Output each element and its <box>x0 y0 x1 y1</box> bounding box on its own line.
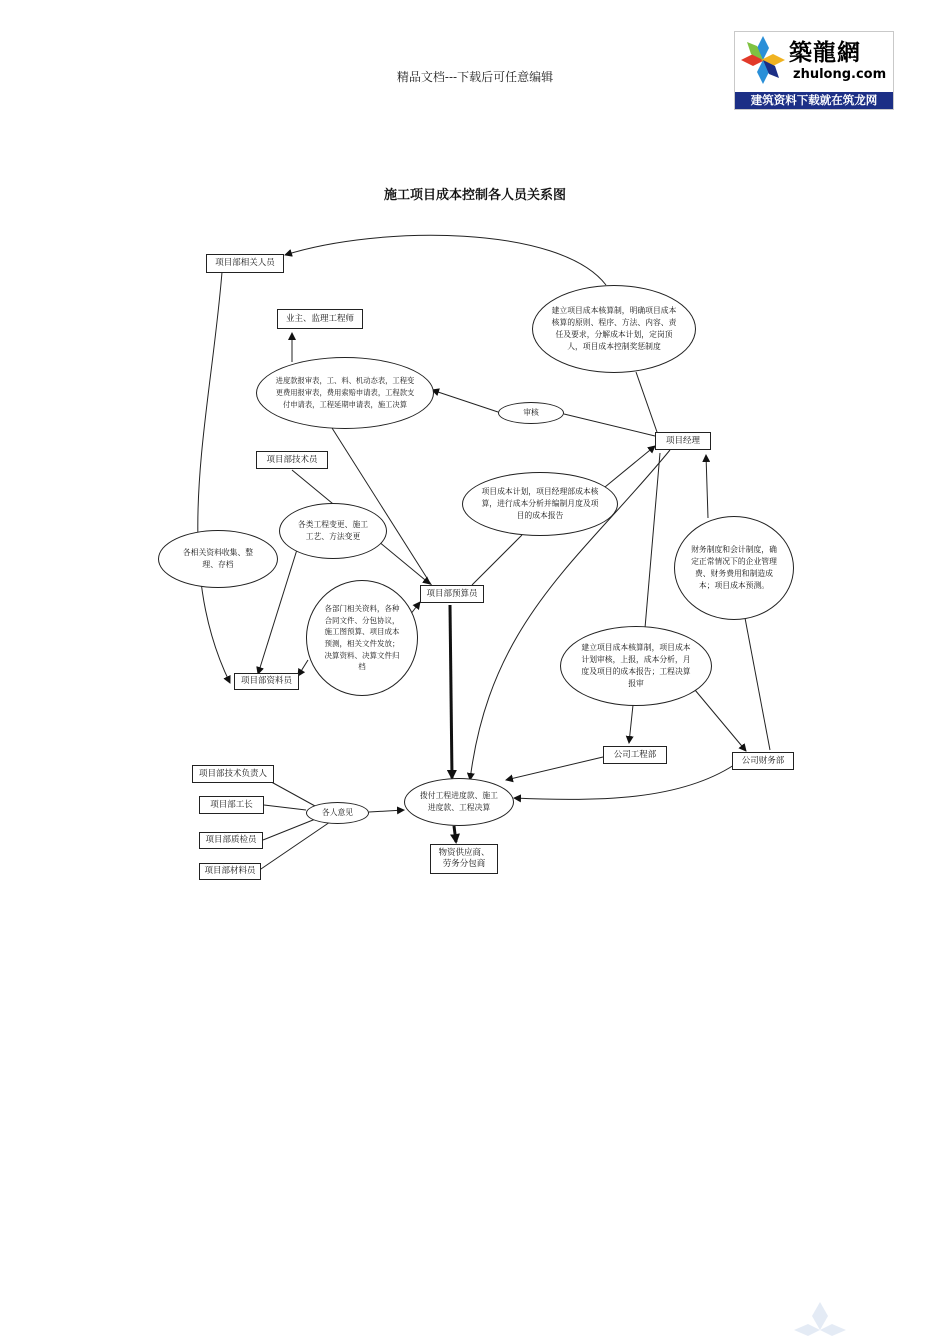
ellipse-payment-text: 拨付工程进度款、施工进度款、工程决算 <box>420 790 498 812</box>
box-foreman: 项目部工长 <box>199 796 264 814</box>
box-owner-supervisor: 业主、监理工程师 <box>277 309 363 329</box>
box-data-staff: 项目部资料员 <box>234 673 299 690</box>
edge-costsystem-to-related <box>285 235 606 285</box>
ellipse-cost-audit <box>560 626 712 706</box>
edge-opinions-to-payment <box>369 810 404 812</box>
watermark-icon <box>790 1300 850 1344</box>
ellipse-dept-docs <box>306 580 418 696</box>
edge-quality-to-opinions <box>263 818 318 840</box>
edge-foreman-to-opinions <box>264 805 306 810</box>
logo-name: 築龍網 <box>789 40 861 66</box>
ellipse-opinions-text: 各人意见 <box>321 807 354 817</box>
ellipse-finance-rules-text: 财务制度和会计制度，确定正常情况下的企业管理费、财务费用和制造成本；项目成本预测。 <box>691 544 777 591</box>
box-company-engineering: 公司工程部 <box>603 746 667 764</box>
ellipse-cost-audit-text: 建立项目成本核算制，项目成本计划审核，上报，成本分析，月度及项目的成本报告；工程决算报审 <box>581 642 691 689</box>
ellipse-progress-reports <box>256 357 434 429</box>
edge-review-to-progress <box>432 390 498 412</box>
edge-costplan-to-manager <box>605 446 655 487</box>
ellipse-collect <box>158 530 278 588</box>
box-quality-inspector: 项目部质检员 <box>199 832 263 849</box>
box-tech-staff: 项目部技术员 <box>256 451 328 469</box>
edge-audit-to-finance <box>690 684 746 751</box>
edge-finance-to-manager <box>706 455 708 518</box>
edge-audit-to-engineering <box>629 705 633 743</box>
edge-docs-to-data <box>298 660 308 676</box>
logo-banner: 建筑资料下载就在筑龙网 <box>735 92 893 109</box>
ellipse-review <box>498 402 564 424</box>
edge-related-to-data <box>198 272 230 683</box>
box-material-staff: 项目部材料员 <box>199 863 261 880</box>
ellipse-review-text: 审核 <box>523 407 539 417</box>
edge-manager-to-costaudit <box>645 453 660 628</box>
box-suppliers: 物资供应商、劳务分包商 <box>430 844 498 874</box>
ellipse-dept-docs-text: 各部门相关资料，各种合同文件、分包协议，施工图预算、项目成本预测，相关文件发放；决算资料、决算文件归档 <box>324 604 400 672</box>
logo-domain: zhulong.com <box>793 67 887 82</box>
box-project-manager: 项目经理 <box>655 432 711 450</box>
ellipse-cost-system-text: 建立项目成本核算制，明确项目成本核算的原则、程序、方法、内容、责任及要求，分解成本计划，定岗顶人，项目成本控制奖惩制度 <box>551 305 677 352</box>
ellipse-opinions <box>306 802 369 824</box>
edge-material-to-opinions <box>258 822 330 871</box>
ellipse-payment <box>404 778 514 826</box>
edge-costsystem-to-manager <box>636 372 657 432</box>
edge-budget-to-payment <box>450 605 452 778</box>
edge-engineering-to-payment <box>506 757 603 780</box>
ellipse-changes-text: 各类工程变更、施工工艺、方法变更 <box>297 519 369 541</box>
ellipse-collect-text: 各相关资料收集、整理、存档 <box>182 547 254 569</box>
box-tech-lead: 项目部技术负责人 <box>192 765 274 783</box>
ellipse-cost-plan-text: 项目成本计划，项目经理部成本核算，进行成本分析并编制月度及项目的成本报告 <box>481 486 599 521</box>
edge-manager-to-review <box>564 414 655 436</box>
edge-budget-to-costplan <box>472 535 522 585</box>
ellipse-finance-rules <box>674 516 794 620</box>
edge-finrules-to-finance <box>745 618 770 750</box>
ellipse-progress-reports-text: 进度款报审表，工、料、机动态表，工程变更费用报审表，费用索赔申请表，工程款支付申请表，工程延期申请表，施工决算 <box>275 376 415 409</box>
page-header-text: 精品文档---下载后可任意编辑 <box>396 70 554 84</box>
edge-payment-to-suppliers <box>454 826 456 842</box>
box-company-finance: 公司财务部 <box>732 752 794 770</box>
diagram-title: 施工项目成本控制各人员关系图 <box>383 188 566 203</box>
box-related-staff: 项目部相关人员 <box>206 254 284 273</box>
box-budget-staff: 项目部预算员 <box>420 585 484 603</box>
ellipse-cost-system <box>532 285 696 373</box>
ellipse-cost-plan <box>462 472 618 536</box>
ellipse-changes <box>279 503 387 559</box>
